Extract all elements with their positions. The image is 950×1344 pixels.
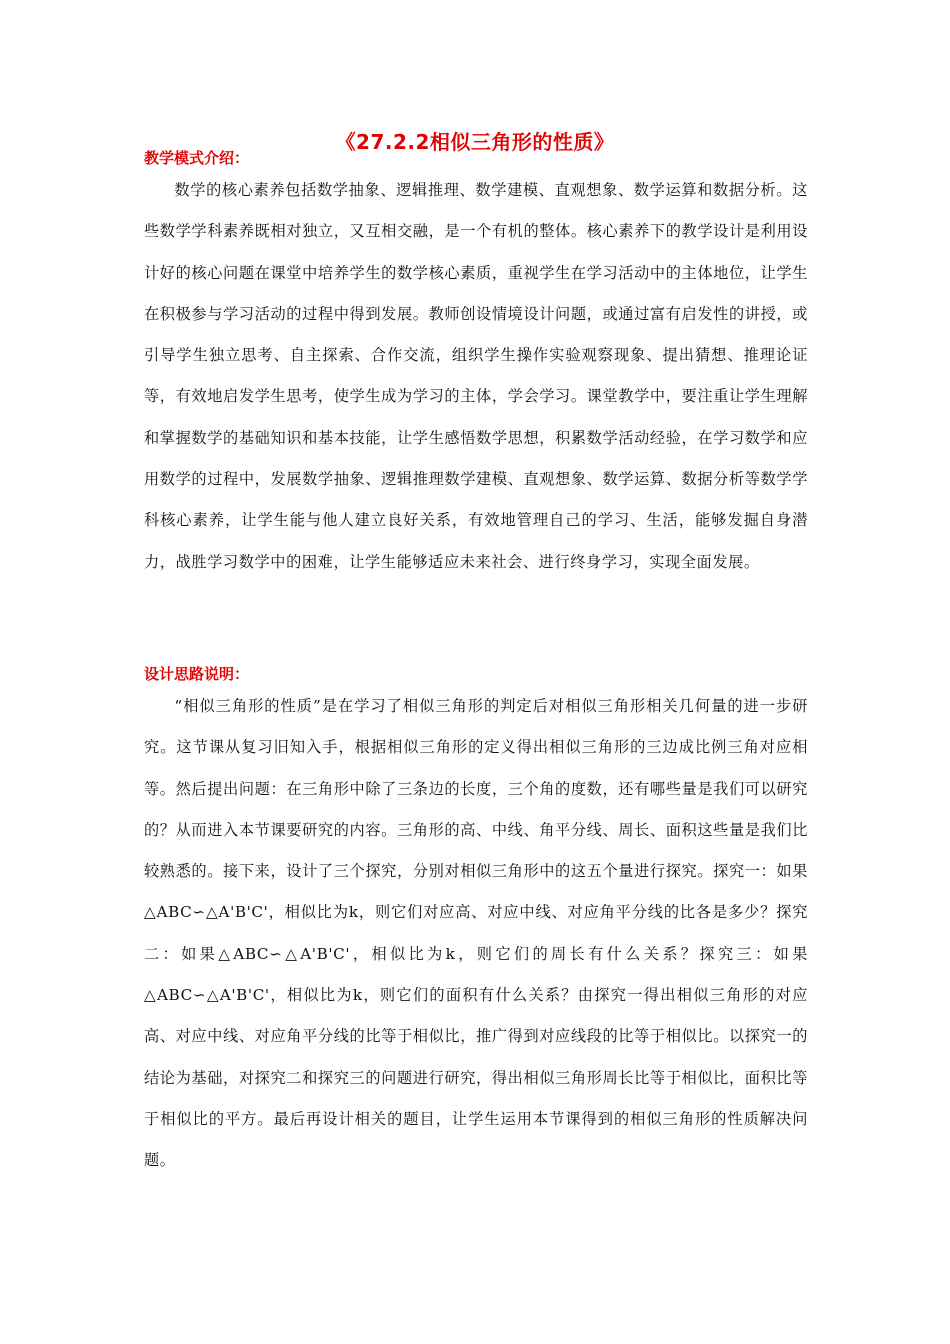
section-body-teaching-mode: 数学的核心素养包括数学抽象、逻辑推理、数学建模、直观想象、数学运算和数据分析。这些数学学科素养既相对独立，又互相交融，是一个有机的整体。核心素养下的教学设计是利用设计好的核心问题在课堂中培养学生的数学核心素质，重视学生在学习活动中的主体地位，让学生在积极参与学习活动的过程中得到发展。教师创设情境设计问题，或通过富有启发性的讲授，或引导学生独立思考、自主探索、合作交流，组织学生操作实验观察现象、提出猜想、推理论证等，有效地启发学生思考，使学生成为学习的主体，学会学习。课堂教学中，要注重让学生理解和掌握数学的基础知识和基本技能，让学生感悟数学思想，积累数学活动经验，在学习数学和应用数学的过程中，发展数学抽象、逻辑推理数学建模、直观想象、数学运算、数据分析等数学学科核心素养，让学生能与他人建立良好关系，有效地管理自己的学习、生活，能够发掘自身潜力，战胜学习数学中的困难，让学生能够适应未来社会、进行终身学习，实现全面发展。 [144,181,808,571]
section-design-notes [144,662,808,1182]
section-body-design-notes: “相似三角形的性质”是在学习了相似三角形的判定后对相似三角形相关几何量的进一步研究。这节课从复习旧知入手，根据相似三角形的定义得出相似三角形的三边成比例三角对应相等。然后提出问题：在三角形中除了三条边的长度，三个角的度数，还有哪些量是我们可以研究的？从而进入本节课要研究的内容。三角形的高、中线、角平分线、周长、面积这些量是我们比较熟悉的。接下来，设计了三个探究，分别对相似三角形中的这五个量进行探究。探究一：如果△ABC∽△A'B'C'，相似比为k，则它们对应高、对应中线、对应角平分线的比各是多少？探究二：如果△ABC∽△A'B'C'，相似比为k，则它们的周长有什么关系？探究三：如果△ABC∽△A'B'C'，相似比为k，则它们的面积有什么关系？由探究一得出相似三角形的对应高、对应中线、对应角平分线的比等于相似比，推广得到对应线段的比等于相似比。以探究一的结论为基础，对探究二和探究三的问题进行研究，得出相似三角形周长比等于相似比，面积比等于相似比的平方。最后再设计相关的题目，让学生运用本节课得到的相似三角形的性质解决问题。 [144,697,808,1170]
section-heading-teaching-mode: 教学模式介绍： [144,149,250,167]
section-heading-design-notes: 设计思路说明： [144,665,250,683]
document-title: 《27.2.2相似三角形的性质》 [335,130,615,154]
section-teaching-mode [144,146,808,583]
